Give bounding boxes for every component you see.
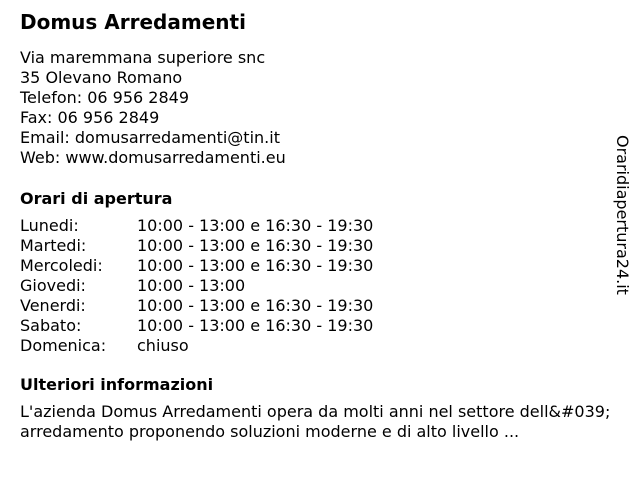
additional-info-text: L'azienda Domus Arredamenti opera da molti anni nel settore dell&#039;arredamento proponendo soluzioni moderne e di alto livello ... (20, 402, 611, 441)
fax-line: Fax: 06 956 2849 (20, 108, 160, 127)
hours-day: Mercoledi: (20, 256, 103, 275)
hours-day: Lunedi: (20, 216, 79, 235)
site-watermark: Oraridiapertura24.it (613, 135, 632, 295)
web-line: Web: www.domusarredamenti.eu (20, 148, 286, 167)
opening-hours-table (20, 216, 610, 356)
hours-day: Sabato: (20, 316, 82, 335)
hours-day: Domenica: (20, 336, 107, 355)
business-name: Domus Arredamenti (20, 10, 246, 34)
contact-block (20, 48, 610, 168)
hours-row-sunday (20, 336, 610, 356)
hours-value: 10:00 - 13:00 e 16:30 - 19:30 (137, 256, 374, 275)
hours-row-tuesday (20, 236, 610, 256)
business-card (20, 8, 610, 442)
city-line: 35 Olevano Romano (20, 68, 183, 87)
hours-day: Giovedi: (20, 276, 86, 295)
opening-hours-heading: Orari di apertura (20, 189, 173, 208)
hours-row-friday (20, 296, 610, 316)
address-line: Via maremmana superiore snc (20, 48, 266, 67)
hours-day: Martedi: (20, 236, 87, 255)
hours-value: 10:00 - 13:00 e 16:30 - 19:30 (137, 236, 374, 255)
hours-value: 10:00 - 13:00 e 16:30 - 19:30 (137, 216, 374, 235)
hours-value: 10:00 - 13:00 e 16:30 - 19:30 (137, 296, 374, 315)
hours-value: 10:00 - 13:00 (137, 276, 246, 295)
hours-day: Venerdi: (20, 296, 86, 315)
hours-row-thursday (20, 276, 610, 296)
additional-info-heading: Ulteriori informazioni (20, 375, 214, 394)
hours-row-monday (20, 216, 610, 236)
hours-value: 10:00 - 13:00 e 16:30 - 19:30 (137, 316, 374, 335)
hours-row-wednesday (20, 256, 610, 276)
hours-value: chiuso (137, 336, 189, 355)
email-line: Email: domusarredamenti@tin.it (20, 128, 280, 147)
phone-line: Telefon: 06 956 2849 (20, 88, 190, 107)
hours-row-saturday (20, 316, 610, 336)
